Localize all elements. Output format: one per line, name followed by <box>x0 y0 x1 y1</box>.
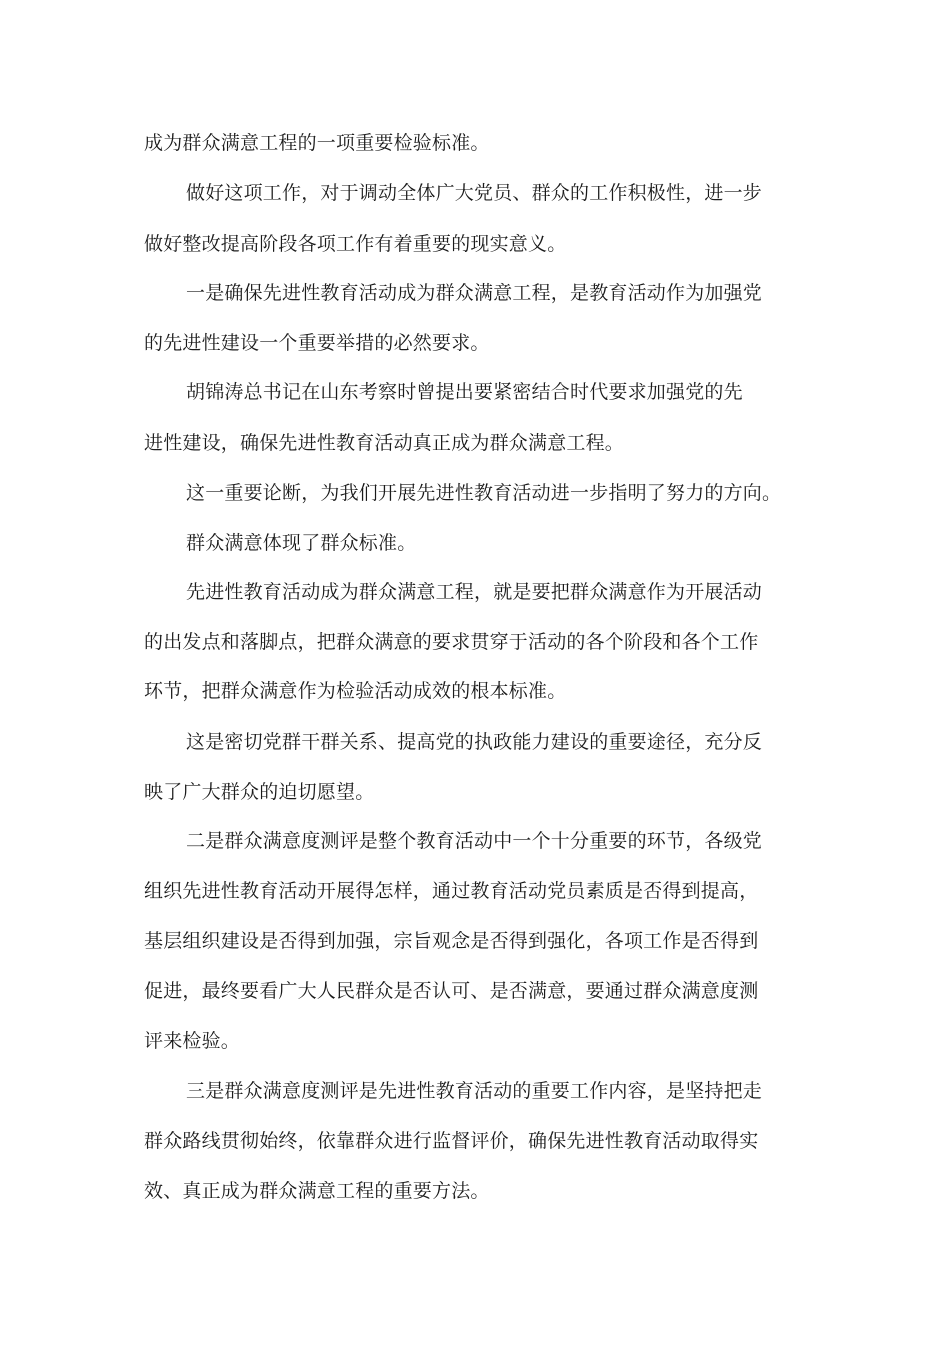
paragraph-line: 这是密切党群干群关系、提高党的执政能力建设的重要途径，充分反 <box>186 731 763 753</box>
text-line: 的出发点和落脚点，把群众满意的要求贯穿于活动的各个阶段和各个工作 <box>144 631 759 653</box>
paragraph-line: 三是群众满意度测评是先进性教育活动的重要工作内容，是坚持把走 <box>186 1080 763 1102</box>
paragraph-line: 一是确保先进性教育活动成为群众满意工程，是教育活动作为加强党 <box>186 282 763 304</box>
paragraph-line: 二是群众满意度测评是整个教育活动中一个十分重要的环节，各级党 <box>186 830 763 852</box>
text-line: 的先进性建设一个重要举措的必然要求。 <box>144 332 490 354</box>
text-line: 效、真正成为群众满意工程的重要方法。 <box>144 1180 490 1202</box>
paragraph-line: 胡锦涛总书记在山东考察时曾提出要紧密结合时代要求加强党的先 <box>186 381 743 403</box>
text-line: 组织先进性教育活动开展得怎样，通过教育活动党员素质是否得到提高， <box>144 880 759 902</box>
text-line: 成为群众满意工程的一项重要检验标准。 <box>144 132 490 154</box>
text-line: 促进，最终要看广大人民群众是否认可、是否满意，要通过群众满意度测 <box>144 980 759 1002</box>
text-line: 做好整改提高阶段各项工作有着重要的现实意义。 <box>144 233 567 255</box>
paragraph-line: 群众满意体现了群众标准。 <box>186 532 417 554</box>
text-line: 环节，把群众满意作为检验活动成效的根本标准。 <box>144 680 567 702</box>
text-line: 映了广大群众的迫切愿望。 <box>144 781 375 803</box>
paragraph-line: 先进性教育活动成为群众满意工程，就是要把群众满意作为开展活动 <box>186 581 763 603</box>
text-line: 进性建设，确保先进性教育活动真正成为群众满意工程。 <box>144 432 625 454</box>
text-line: 评来检验。 <box>144 1030 241 1052</box>
paragraph-line: 这一重要论断，为我们开展先进性教育活动进一步指明了努力的方向。 <box>186 482 782 504</box>
paragraph-line: 做好这项工作，对于调动全体广大党员、群众的工作积极性，进一步 <box>186 182 763 204</box>
text-line: 基层组织建设是否得到加强，宗旨观念是否得到强化，各项工作是否得到 <box>144 930 759 952</box>
text-line: 群众路线贯彻始终，依靠群众进行监督评价，确保先进性教育活动取得实 <box>144 1130 759 1152</box>
